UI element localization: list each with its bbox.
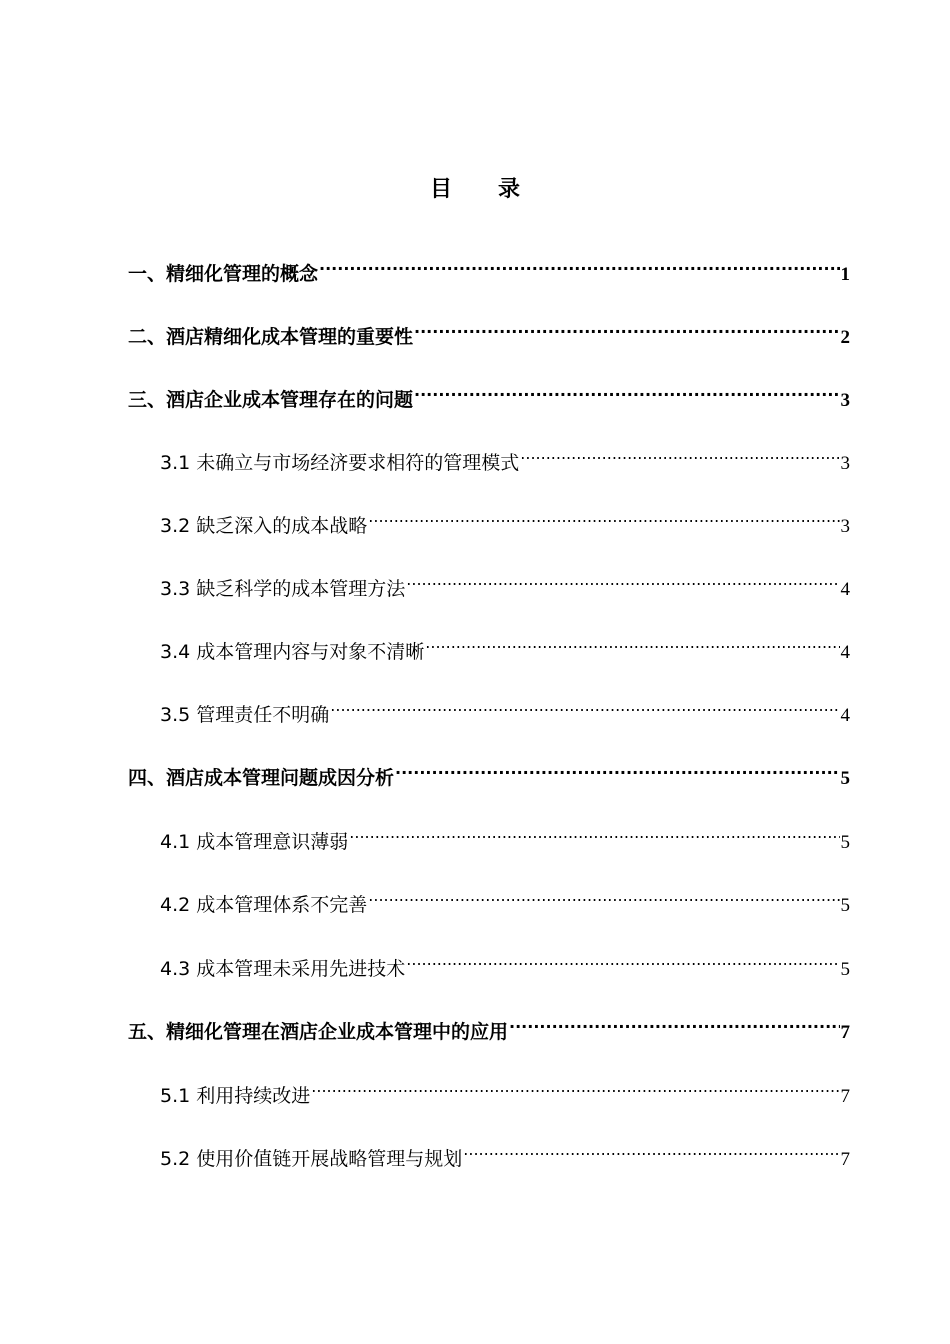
toc-entry-label: 3.1 未确立与市场经济要求相符的管理模式 bbox=[160, 452, 520, 474]
toc-page-number: 4 bbox=[840, 705, 850, 726]
toc-page-number: 2 bbox=[840, 327, 850, 348]
toc-leader-dots bbox=[311, 1072, 839, 1102]
toc-entry-3-4[interactable] bbox=[160, 628, 850, 663]
toc-entry-3-2[interactable] bbox=[160, 502, 850, 537]
toc-entry-label: 3.4 成本管理内容与对象不清晰 bbox=[160, 641, 425, 663]
toc-entry-4-2[interactable] bbox=[160, 881, 850, 916]
toc-page-number: 5 bbox=[840, 895, 850, 916]
toc-page-number: 4 bbox=[840, 642, 850, 663]
toc-title-left: 目 bbox=[429, 177, 452, 202]
toc-leader-dots bbox=[406, 565, 839, 595]
toc-entry-label: 3.5 管理责任不明确 bbox=[160, 704, 330, 726]
toc-leader-dots bbox=[395, 754, 839, 784]
toc-entry-label: 3.2 缺乏深入的成本战略 bbox=[160, 515, 368, 537]
toc-leader-dots bbox=[406, 945, 839, 975]
toc-entry-label: 5.2 使用价值链开展战略管理与规划 bbox=[160, 1148, 463, 1170]
toc-leader-dots bbox=[368, 881, 839, 911]
toc-leader-dots bbox=[520, 439, 839, 469]
toc-entry-label: 4.3 成本管理未采用先进技术 bbox=[160, 958, 406, 980]
toc-entry-4-3[interactable] bbox=[160, 945, 850, 980]
toc-entry-5-1[interactable] bbox=[160, 1072, 850, 1107]
toc-entry-3-5[interactable] bbox=[160, 691, 850, 726]
toc-entry-1[interactable] bbox=[128, 250, 850, 285]
toc-entry-4[interactable] bbox=[128, 754, 850, 789]
toc-page-number: 3 bbox=[840, 390, 850, 411]
toc-entry-5-2[interactable] bbox=[160, 1135, 850, 1170]
toc-leader-dots bbox=[368, 502, 839, 532]
toc-entry-label: 三、酒店企业成本管理存在的问题 bbox=[128, 389, 414, 411]
toc-page-number: 7 bbox=[840, 1086, 850, 1107]
toc-entry-3[interactable] bbox=[128, 376, 850, 411]
toc-leader-dots bbox=[425, 628, 839, 658]
toc-entry-3-3[interactable] bbox=[160, 565, 850, 600]
toc-entry-label: 一、精细化管理的概念 bbox=[128, 263, 319, 285]
toc-leader-dots bbox=[414, 313, 839, 343]
toc-entry-label: 四、酒店成本管理问题成因分析 bbox=[128, 767, 395, 789]
toc-title bbox=[0, 172, 950, 203]
toc-page-number: 7 bbox=[840, 1149, 850, 1170]
toc-entry-label: 二、酒店精细化成本管理的重要性 bbox=[128, 326, 414, 348]
toc-page-number: 4 bbox=[840, 579, 850, 600]
toc-page-number: 3 bbox=[840, 453, 850, 474]
toc-entry-label: 3.3 缺乏科学的成本管理方法 bbox=[160, 578, 406, 600]
toc-page-number: 7 bbox=[840, 1022, 850, 1043]
toc-entry-label: 4.2 成本管理体系不完善 bbox=[160, 894, 368, 916]
toc-page-number: 5 bbox=[840, 959, 850, 980]
toc-title-right: 录 bbox=[498, 177, 521, 202]
toc-leader-dots bbox=[463, 1135, 839, 1165]
toc-leader-dots bbox=[414, 376, 839, 406]
toc-entry-5[interactable] bbox=[128, 1008, 850, 1043]
toc-page-number: 3 bbox=[840, 516, 850, 537]
toc-entry-4-1[interactable] bbox=[160, 818, 850, 853]
toc-leader-dots bbox=[509, 1008, 839, 1038]
toc-page-number: 1 bbox=[840, 264, 850, 285]
toc-entry-label: 五、精细化管理在酒店企业成本管理中的应用 bbox=[128, 1021, 509, 1043]
toc-entry-label: 5.1 利用持续改进 bbox=[160, 1085, 311, 1107]
toc-entry-2[interactable] bbox=[128, 313, 850, 348]
toc-leader-dots bbox=[349, 818, 839, 848]
toc-leader-dots bbox=[319, 250, 839, 280]
toc-page-number: 5 bbox=[840, 768, 850, 789]
toc-entry-label: 4.1 成本管理意识薄弱 bbox=[160, 831, 349, 853]
toc-entry-3-1[interactable] bbox=[160, 439, 850, 474]
toc-page-number: 5 bbox=[840, 832, 850, 853]
toc-leader-dots bbox=[330, 691, 839, 721]
